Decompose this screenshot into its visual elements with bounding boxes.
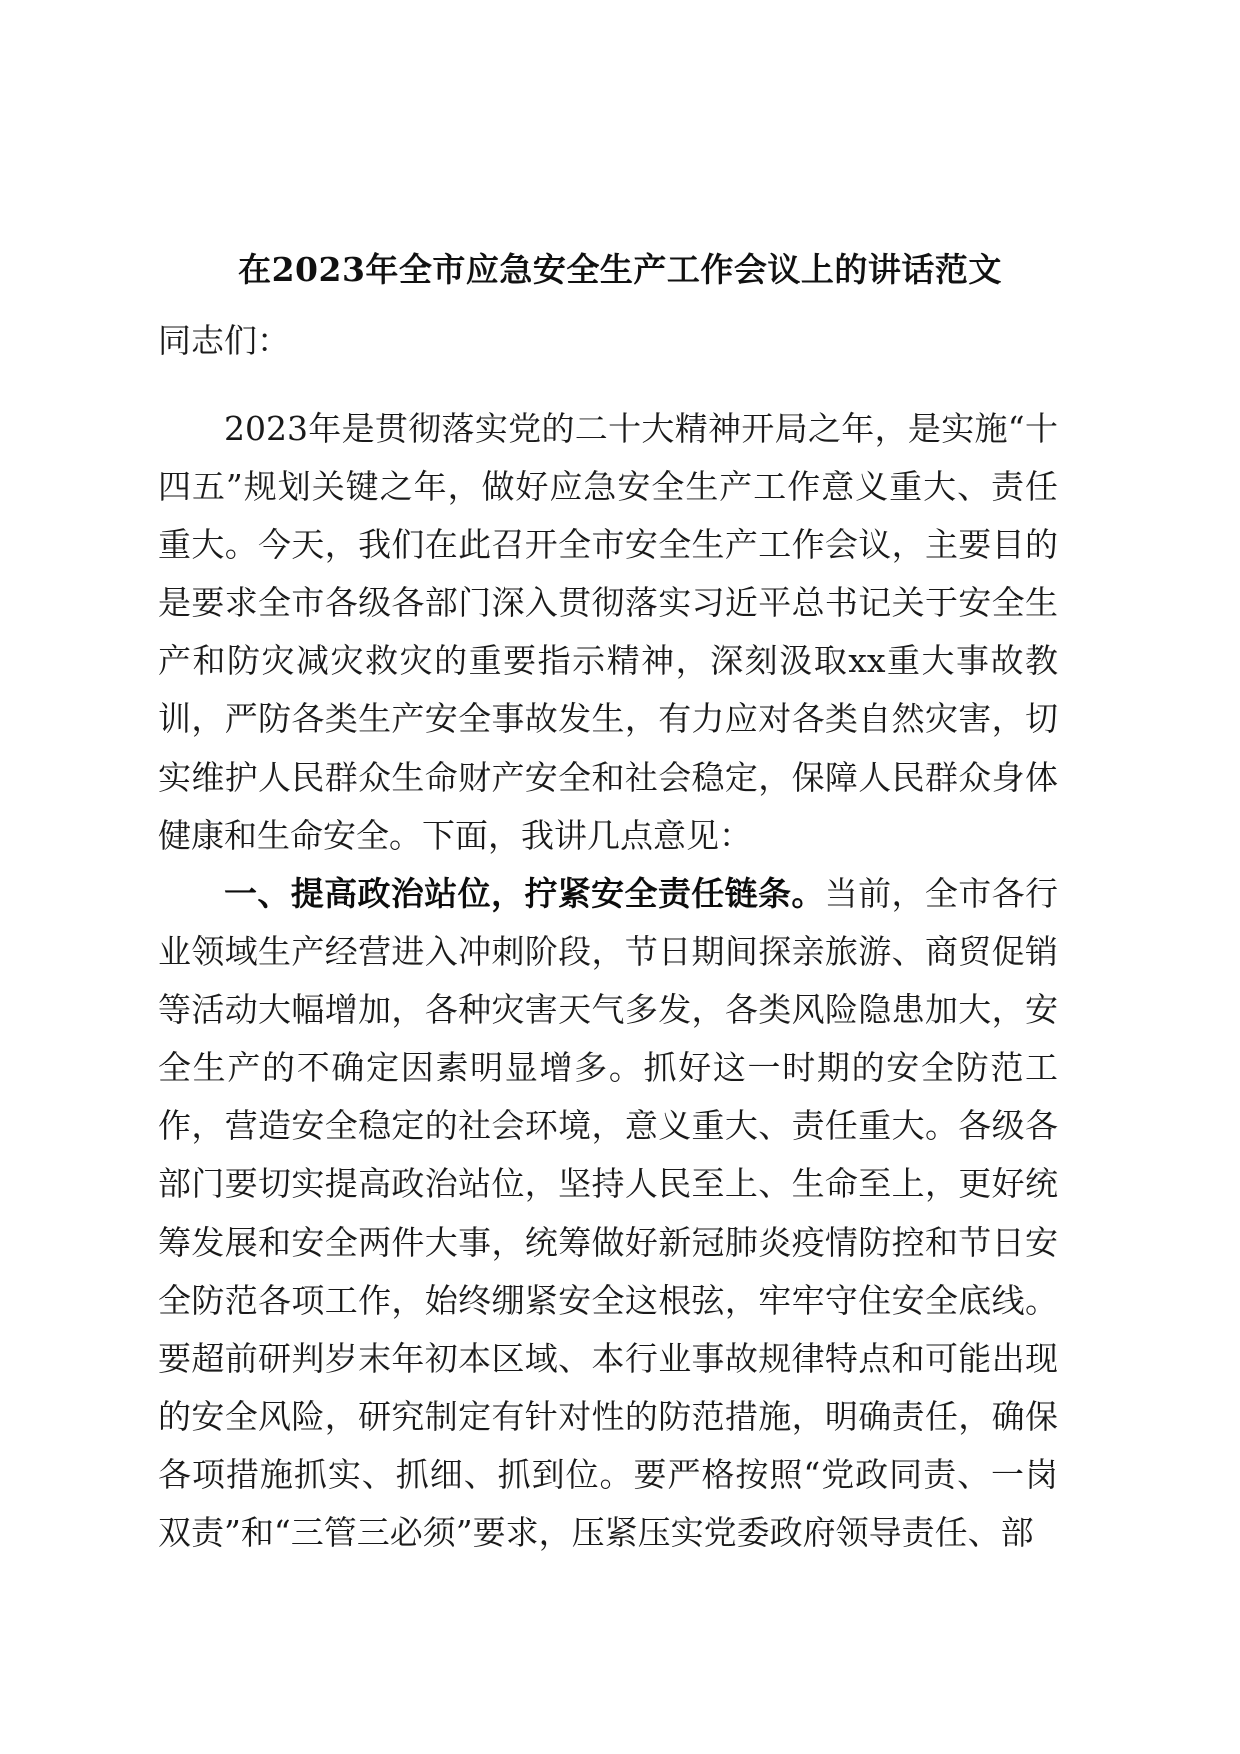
paragraph-intro: 2023年是贯彻落实党的二十大精神开局之年，是实施“十四五”规划关键之年，做好应急安全生产工作意义重大、责任重大。今天，我们在此召开全市安全生产工作会议，主要目的是要求全市各级各部门深入贯彻落实习近平总书记关于安全生产和防灾减灾救灾的重要指示精神，深刻汲取xx重大事故教训，严防各类生产安全事故发生，有力应对各类自然灾害，切实维护人民群众生命财产安全和社会稳定，保障人民群众身体健康和生命安全。下面，我讲几点意见： [158, 409, 1058, 855]
document-title: 在2023年全市应急安全生产工作会议上的讲话范文 [238, 250, 1002, 289]
salutation: 同志们： [158, 321, 290, 360]
section-1-heading: 一、提高政治站位，拧紧安全责任链条。 [224, 874, 825, 913]
section-1-text: 当前，全市各行业领域生产经营进入冲刺阶段，节日期间探亲旅游、商贸促销等活动大幅增加，各种灾害天气多发，各类风险隐患加大，安全生产的不确定因素明显增多。抓好这一时期的安全防范工作，营造安全稳定的社会环境，意义重大、责任重大。各级各部门要切实提高政治站位，坚持人民至上、生命至上，更好统筹发展和安全两件大事，统筹做好新冠肺炎疫情防控和节日安全防范各项工作，始终绷紧安全这根弦，牢牢守住安全底线。要超前研判岁末年初本区域、本行业事故规律特点和可能出现的安全风险，研究制定有针对性的防范措施，明确责任，确保各项措施抓实、抓细、抓到位。要严格按照“党政同责、一岗双责”和“三管三必须”要求，压紧压实党委政府领导责任、部 [158, 874, 1058, 1553]
paragraph-section-1 [158, 865, 1058, 1562]
